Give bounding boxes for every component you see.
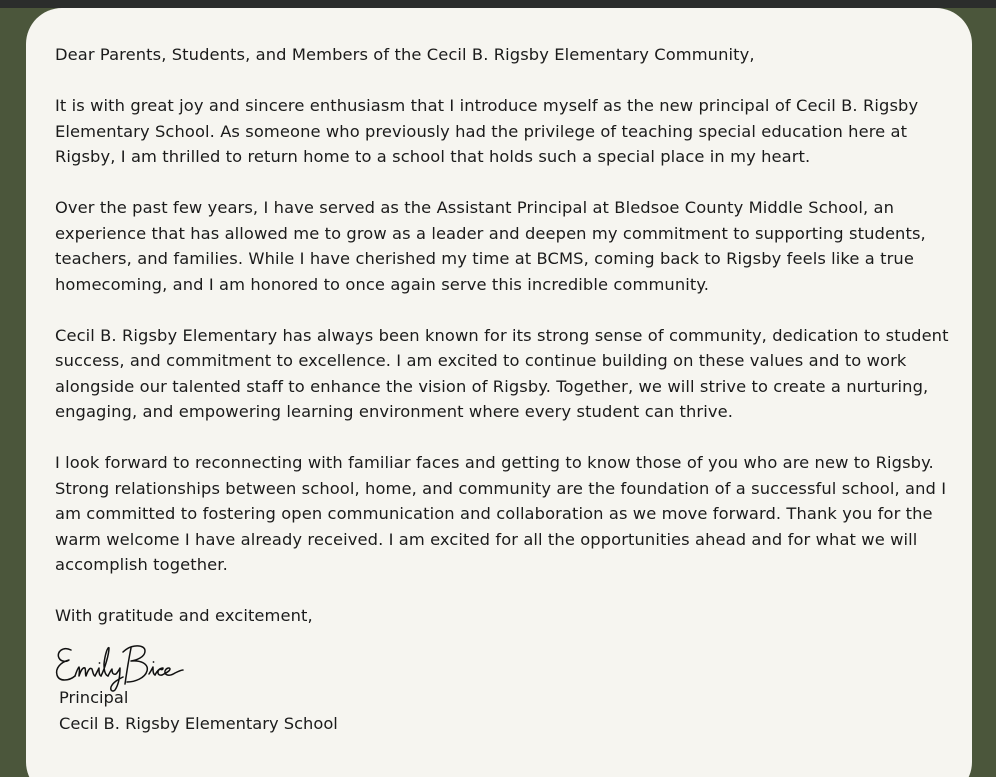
- paragraph-experience: Over the past few years, I have served as the Assistant Principal at Bledsoe County Middle School, an experience that has allowed me to grow as a leader and deepen my commitment to supporting students, teachers, and families. While I have cherished my time at BCMS, coming back to Rigsby feels like a true homecoming, and I am honored to once again serve this incredible community.: [55, 198, 926, 294]
- closing-line: With gratitude and excitement,: [55, 606, 313, 625]
- paragraph-closing-thoughts: I look forward to reconnecting with familiar faces and getting to know those of you who are new to Rigsby. Strong relationships between school, home, and community are the foundation of a successful school, and I am committed to fostering open communication and collaboration as we move forward. Thank you for the warm welcome I have already received. I am excited for all the opportunities ahead and for what we will accomplish together.: [55, 453, 947, 574]
- paragraph-community: Cecil B. Rigsby Elementary has always been known for its strong sense of community, dedication to student success, and commitment to excellence. I am excited to continue building on these values and to work alongside our talented staff to enhance the vision of Rigsby. Together, we will strive to create a nurturing, engaging, and empowering learning environment where every student can thrive.: [55, 325, 949, 421]
- school-name: Cecil B. Rigsby Elementary School: [59, 713, 338, 733]
- signer-title: Principal: [59, 688, 129, 707]
- signature-block: [59, 685, 338, 736]
- salutation: Dear Parents, Students, and Members of the Cecil B. Rigsby Elementary Community,: [55, 45, 755, 64]
- top-strip: [0, 0, 996, 8]
- letter-body: [55, 42, 960, 654]
- paragraph-intro: It is with great joy and sincere enthusiasm that I introduce myself as the new principal of Cecil B. Rigsby Elementary School. As someone who previously had the privilege of teaching special education here at Rigsby, I am thrilled to return home to a school that holds such a special place in my heart.: [55, 96, 919, 166]
